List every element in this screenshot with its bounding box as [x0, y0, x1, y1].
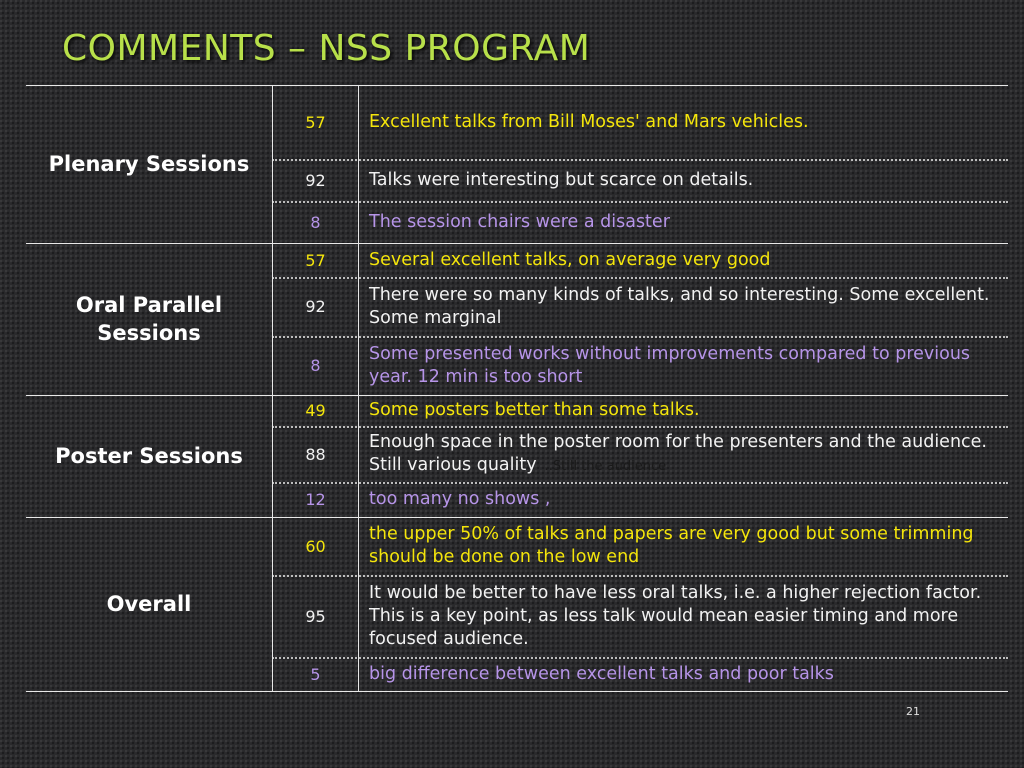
count-cell: 95	[305, 606, 326, 626]
table-bottom-border	[26, 691, 1008, 692]
count-cell: 92	[305, 170, 326, 190]
section-label-poster: Poster Sessions	[55, 444, 243, 468]
count-cell: 57	[305, 112, 326, 132]
comment-overlap-note: ..Still the audience	[544, 458, 667, 474]
section-label-oral-parallel: Oral Parallel Sessions	[75, 293, 223, 345]
comment-cell: The session chairs were a disaster	[369, 211, 670, 232]
comment-cell: Several excellent talks, on average very good	[369, 249, 771, 270]
comment-cell: Excellent talks from Bill Moses' and Mars vehicles.	[369, 111, 809, 132]
comment-cell: Talks were interesting but scarce on details.	[369, 169, 754, 190]
count-cell: 57	[305, 250, 326, 270]
section-label-plenary: Plenary Sessions	[48, 152, 250, 176]
comment-cell: Some posters better than some talks.	[369, 400, 700, 420]
slide-title: COMMENTS – NSS PROGRAM	[62, 28, 591, 69]
comments-table	[26, 85, 1008, 692]
comment-cell: It would be better to have less oral talks, i.e. a higher rejection factor. This is a key point, as less talk would mean easier timing and more focused audience.	[369, 582, 982, 649]
comment-text	[369, 431, 999, 478]
comment-cell: There were so many kinds of talks, and so interesting. Some excellent. Some marginal	[369, 284, 990, 328]
count-cell: 88	[305, 444, 326, 464]
count-cell: 49	[305, 401, 326, 420]
count-cell: 12	[305, 490, 326, 509]
count-cell: 60	[305, 536, 326, 556]
comment-cell: too many no shows ,	[369, 489, 551, 509]
comment-cell: Some presented works without improvements compared to previous year. 12 min is too short	[369, 343, 971, 387]
count-cell: 8	[310, 356, 321, 375]
count-cell: 92	[305, 297, 326, 316]
comment-main: Enough space in the poster room for the presenters and the audience. Still various quality	[369, 431, 987, 475]
comment-cell: the upper 50% of talks and papers are very good but some trimming should be done on the low end	[369, 524, 974, 567]
comment-cell	[369, 426, 999, 482]
section-label-overall: Overall	[106, 592, 192, 616]
count-cell: 8	[310, 212, 321, 232]
page-number: 21	[906, 705, 920, 718]
comment-cell: big difference between excellent talks and poor talks	[369, 663, 834, 684]
column-divider	[272, 85, 273, 692]
column-divider	[358, 85, 359, 692]
count-cell: 5	[310, 664, 321, 684]
